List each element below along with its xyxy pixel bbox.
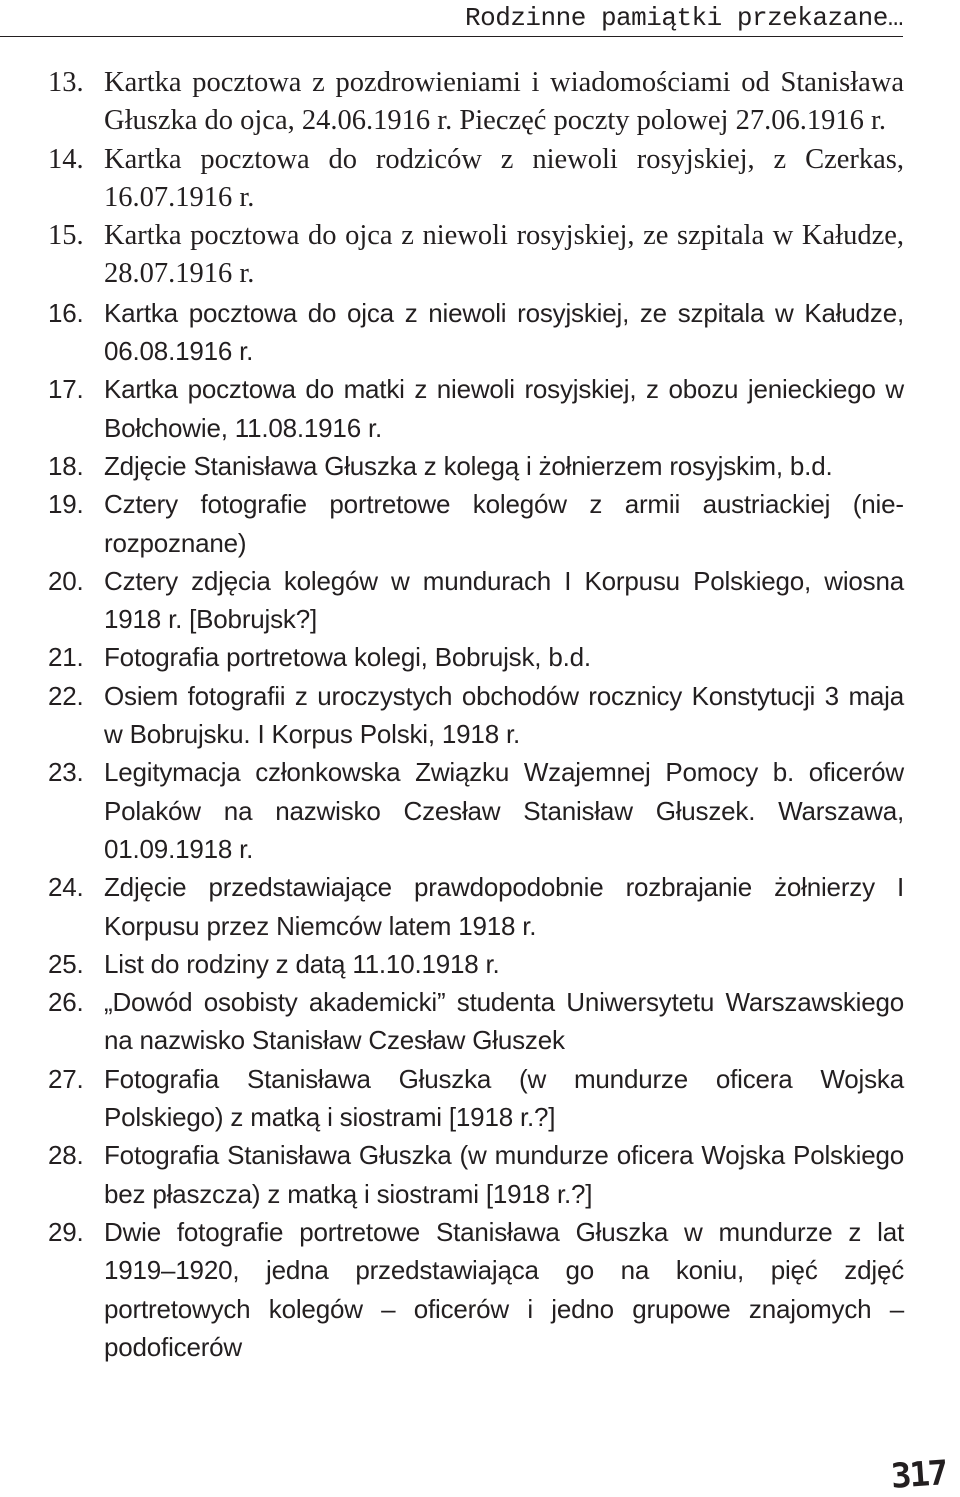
list-item [48, 868, 904, 945]
item-number: 25. [48, 948, 84, 979]
item-text: Fotografia Stanisława Głuszka (w mundurze oficera Wojska Polskiego) z matką i siostrami [1918 r.?] [104, 1063, 904, 1133]
list-item [48, 945, 904, 983]
item-text: Kartka pocztowa do ojca z niewoli rosyjskiej, ze szpitala w Kałudze, 06.08.1916 r. [104, 297, 904, 367]
item-text: Legitymacja członkowska Związku Wzajemnej Pomocy b. oficerów Polaków na nazwisko Czesław Stanisław Głuszek. Warszawa, 01.09.1918 r. [104, 757, 904, 864]
item-number: 28. [48, 1140, 84, 1171]
item-number: 13. [48, 67, 84, 98]
item-number: 14. [48, 143, 84, 175]
item-text: Fotografia portretowa kolegi, Bobrujsk, b.d. [104, 642, 591, 673]
item-number: 20. [48, 565, 84, 596]
item-text: Kartka pocztowa do matki z niewoli rosyjskiej, z obozu jenieckiego w Bołchowie, 11.08.1916 r. [104, 374, 904, 443]
item-number: 27. [48, 1063, 84, 1094]
list-item [48, 562, 904, 639]
inventory-list [48, 64, 904, 1366]
item-text: Osiem fotografii z uroczystych obchodów rocznicy Konstytucji 3 maja w Bobrujsku. I Korpus Polski, 1918 r. [104, 680, 904, 750]
list-item [48, 217, 904, 294]
running-head-title: Rodzinne pamiątki przekazane… [465, 3, 903, 33]
item-text: Kartka pocztowa z pozdrowieniami i wiadomościami od Stanisława Głuszka do ojca, 24.06.1916 r. Pieczęć poczty polowej 27.06.1916 r. [104, 67, 904, 137]
item-number: 21. [48, 642, 84, 673]
item-text: Zdjęcie Stanisława Głuszka z kolegą i żołnierzem rosyjskim, b.d. [104, 450, 833, 481]
item-text: Dwie fotografie portretowe Stanisława Głuszka w mundurze z lat 1919–1920, jedna przedstawiająca go na koniu, pięć zdjęć portretowych kolegów – oficerów i jedno grupowe znajomych – podoficerów [104, 1216, 904, 1362]
item-text: Kartka pocztowa do ojca z niewoli rosyjskiej, ze szpitala w Kałudze, 28.07.1916 r. [104, 220, 904, 290]
item-number: 29. [48, 1216, 84, 1247]
item-number: 19. [48, 489, 84, 520]
item-text: Zdjęcie przedstawiające prawdopodobnie rozbrajanie żołnierzy I Korpusu przez Niemców latem 1918 r. [104, 872, 904, 941]
list-item [48, 141, 904, 218]
item-number: 17. [48, 374, 84, 405]
item-number: 16. [48, 297, 84, 328]
list-item [48, 485, 904, 562]
item-number: 18. [48, 450, 84, 481]
page-number: 317 [889, 1453, 948, 1497]
item-text: Fotografia Stanisława Głuszka (w mundurze oficera Wojska Polskiego bez płaszcza) z matką i siostrami [1918 r.?] [104, 1140, 904, 1209]
list-item [48, 294, 904, 371]
list-item [48, 638, 904, 676]
list-item [48, 1213, 904, 1366]
item-number: 23. [48, 757, 84, 788]
list-item [48, 370, 904, 447]
item-text: Cztery zdjęcia kolegów w mundurach I Korpusu Polskiego, wiosna 1918 r. [Bobrujsk?] [104, 565, 904, 635]
item-text: Kartka pocztowa do rodziców z niewoli rosyjskiej, z Czerkas, 16.07.1916 r. [104, 143, 904, 213]
running-head [0, 0, 903, 37]
item-number: 15. [48, 220, 84, 252]
item-text: „Dowód osobisty akademicki” studenta Uniwersytetu Warszawskiego na nazwisko Stanisław Czesław Głuszek [104, 987, 904, 1056]
list-item [48, 753, 904, 868]
list-item [48, 1060, 904, 1137]
list-item [48, 64, 904, 141]
item-number: 24. [48, 872, 84, 903]
list-item [48, 1136, 904, 1213]
item-text: List do rodziny z datą 11.10.1918 r. [104, 948, 500, 979]
list-item [48, 447, 904, 485]
item-number: 26. [48, 987, 84, 1018]
item-text: Cztery fotografie portretowe kolegów z armii austriackiej (nierozpoznane) [104, 489, 904, 558]
list-item [48, 677, 904, 754]
item-number: 22. [48, 680, 84, 711]
list-item [48, 983, 904, 1060]
